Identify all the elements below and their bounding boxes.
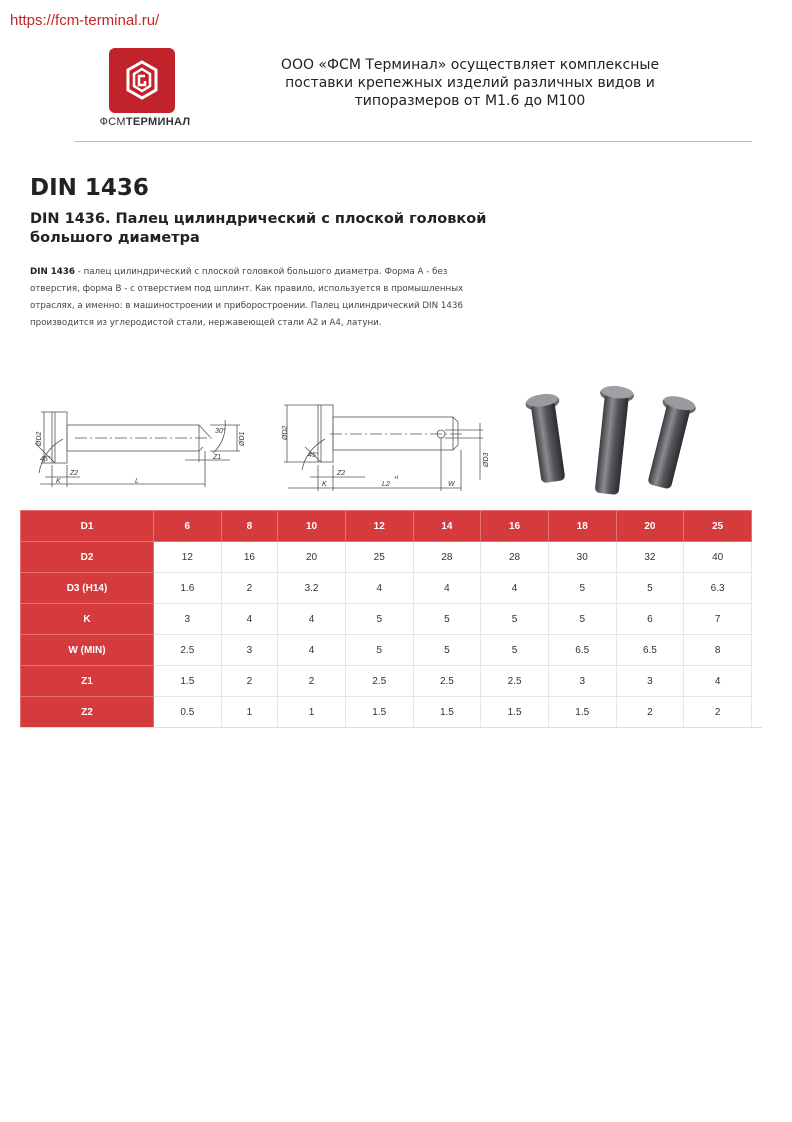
table-body	[21, 542, 752, 728]
row-header-cell: Z2	[21, 697, 154, 728]
table-cell: 5	[413, 635, 481, 666]
table-row	[21, 542, 752, 573]
label-l2: L2	[382, 481, 390, 488]
table-cell: 30	[548, 542, 616, 573]
table-cell: 1.5	[154, 666, 222, 697]
table-cell: 5	[413, 604, 481, 635]
table-cell: 2	[278, 666, 346, 697]
header-cell: 14	[413, 511, 481, 542]
header-cell: 6	[154, 511, 222, 542]
table-cell: 32	[616, 542, 684, 573]
table-cell: 0.5	[154, 697, 222, 728]
label-angle-45: 45°	[308, 452, 319, 459]
row-header-cell: D3 (H14)	[21, 573, 154, 604]
description-bold: DIN 1436	[30, 267, 75, 277]
pin-image	[590, 385, 635, 496]
label-l: L	[135, 478, 139, 485]
label-angle-30: 30°	[215, 428, 226, 435]
table-cell: 5	[345, 635, 413, 666]
logo-text-light: ФСМ	[99, 116, 126, 128]
intro-line: ООО «ФСМ Терминал» осуществляет комплексные	[280, 57, 660, 73]
row-header-cell: Z1	[21, 666, 154, 697]
label-z2: Z2	[337, 470, 346, 477]
table-cell: 25	[345, 542, 413, 573]
table-header-row	[21, 511, 752, 542]
product-photo	[520, 382, 700, 502]
table-cell: 28	[413, 542, 481, 573]
table-cell: 1	[221, 697, 278, 728]
table-cell: 6	[616, 604, 684, 635]
label-d2: ØD2	[282, 425, 289, 440]
label-d1: ØD1	[239, 431, 246, 446]
table-cell: 4	[278, 635, 346, 666]
table-cell: 2.5	[345, 666, 413, 697]
label-d3: ØD3	[483, 452, 490, 467]
table-cell: 7	[684, 604, 752, 635]
table-cell: 12	[154, 542, 222, 573]
table-cell: 6.3	[684, 573, 752, 604]
table-cell: 1.5	[345, 697, 413, 728]
table-cell: 4	[221, 604, 278, 635]
site-url-link[interactable]: https://fcm-terminal.ru/	[10, 12, 160, 29]
header-cell: 16	[481, 511, 549, 542]
label-k: K	[322, 481, 327, 488]
table-row	[21, 666, 752, 697]
table-cell: 3	[616, 666, 684, 697]
table-row	[21, 604, 752, 635]
table-cell: 16	[221, 542, 278, 573]
company-intro	[250, 56, 690, 110]
table-cell: 3	[221, 635, 278, 666]
table-cell: 40	[684, 542, 752, 573]
row-header-cell: D2	[21, 542, 154, 573]
description	[30, 264, 495, 332]
header-cell: 18	[548, 511, 616, 542]
table-cell: 28	[481, 542, 549, 573]
table-cell: 2	[684, 697, 752, 728]
table-cell: 4	[278, 604, 346, 635]
table-row	[21, 697, 752, 728]
row-header-cell: W (MIN)	[21, 635, 154, 666]
dimensions-table	[20, 510, 752, 728]
table-cell: 2.5	[481, 666, 549, 697]
header-cell: 10	[278, 511, 346, 542]
table-cell: 2.5	[154, 635, 222, 666]
row-header-cell: K	[21, 604, 154, 635]
table-cell: 1.5	[548, 697, 616, 728]
table-cell: 5	[345, 604, 413, 635]
label-d2: ØD2	[36, 431, 43, 446]
logo-text-bold: ТЕРМИНАЛ	[125, 116, 191, 128]
table-cell: 2	[616, 697, 684, 728]
table-cell: 6.5	[548, 635, 616, 666]
label-z2: Z2	[70, 470, 79, 477]
intro-line: поставки крепежных изделий различных видов и	[285, 75, 655, 91]
header-cell: 12	[345, 511, 413, 542]
table-cell: 1.6	[154, 573, 222, 604]
header-divider	[75, 141, 752, 142]
drawing-form-a	[35, 395, 255, 495]
table-cell: 6.5	[616, 635, 684, 666]
description-text: - палец цилиндрический с плоской головкой большого диаметра. Форма А - без отверстия, форма В - с отверстием под шплинт. Как правило, используется в промышленных отраслях, а именно: в машиностроении и приборостроении. Палец цилиндрический DIN 1436 производится из углеродистой стали, нержавеющей стали А2 и А4, латуни.	[30, 267, 464, 328]
header-cell: D1	[21, 511, 154, 542]
table-cell: 2	[221, 573, 278, 604]
table-cell: 5	[616, 573, 684, 604]
label-k: K	[56, 478, 61, 485]
table-cell: 3	[548, 666, 616, 697]
table-cell: 20	[278, 542, 346, 573]
logo-hexagon-icon	[109, 48, 175, 113]
table-cell: 2	[221, 666, 278, 697]
intro-line: типоразмеров от М1.6 до М100	[354, 93, 586, 109]
table-cell: 1.5	[481, 697, 549, 728]
label-w: W	[448, 481, 455, 488]
table-cell: 5	[548, 604, 616, 635]
header-cell: 20	[616, 511, 684, 542]
table-row	[21, 635, 752, 666]
pin-image	[642, 393, 697, 490]
logo-wordmark	[90, 116, 200, 128]
label-z1: Z1	[213, 454, 222, 461]
page-subtitle: DIN 1436. Палец цилиндрический с плоской головкой большого диаметра	[30, 211, 487, 246]
table-cell: 4	[345, 573, 413, 604]
table-cell: 1	[278, 697, 346, 728]
header-cell: 25	[684, 511, 752, 542]
table-cell: 8	[684, 635, 752, 666]
page-title: DIN 1436	[30, 175, 149, 201]
table-cell: 4	[413, 573, 481, 604]
table-cell: 1.5	[413, 697, 481, 728]
label-tolerance: +t	[394, 475, 399, 481]
pin-image	[524, 392, 570, 484]
drawing-form-b	[270, 395, 500, 495]
table-cell: 4	[481, 573, 549, 604]
table-cell: 2.5	[413, 666, 481, 697]
company-logo	[109, 48, 175, 113]
label-angle-45: 45°	[40, 456, 51, 463]
table-cell: 3	[154, 604, 222, 635]
table-cell: 5	[548, 573, 616, 604]
table-cell: 5	[481, 604, 549, 635]
table-row	[21, 573, 752, 604]
header-cell: 8	[221, 511, 278, 542]
table-cell: 4	[684, 666, 752, 697]
footer-divider	[20, 727, 762, 728]
table-cell: 3.2	[278, 573, 346, 604]
table-cell: 5	[481, 635, 549, 666]
